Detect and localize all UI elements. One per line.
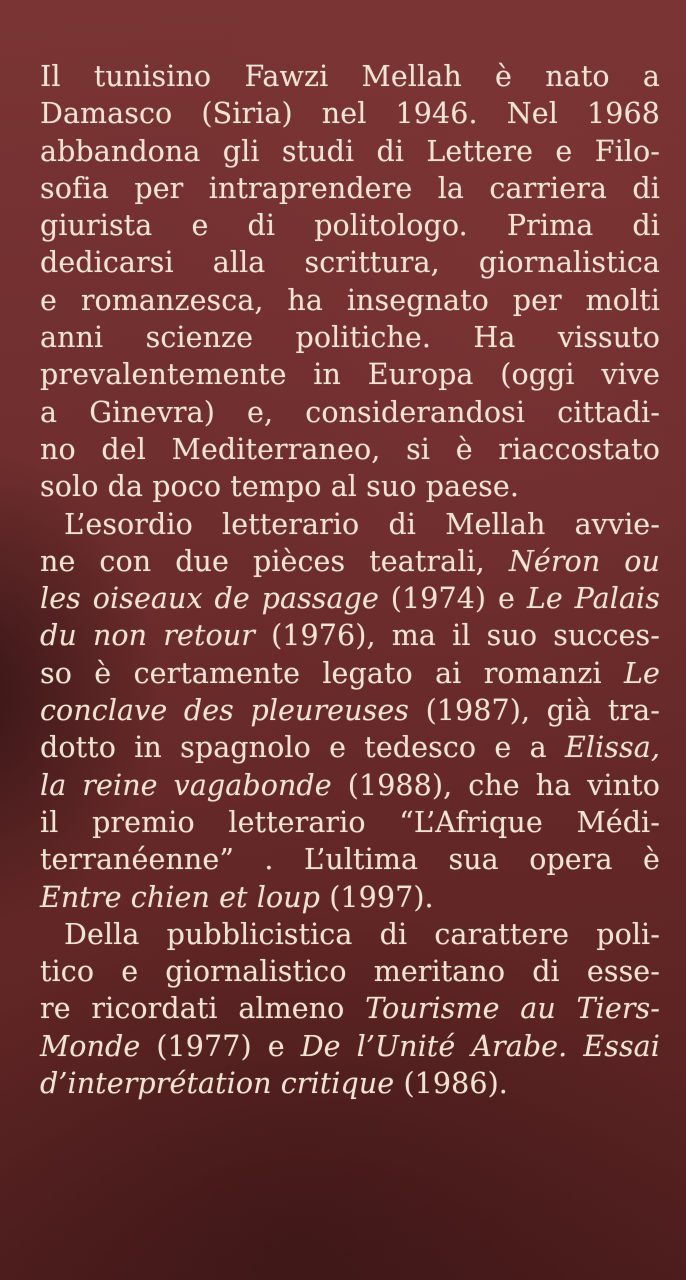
paragraph-1	[40, 58, 660, 506]
text-line	[40, 953, 660, 990]
text-line	[40, 1065, 660, 1102]
text-segment: il premio letterario “L’Afrique Médi-	[40, 805, 660, 839]
text-line	[40, 1028, 660, 1065]
italic-title-segment: d’interprétation critique	[40, 1067, 395, 1101]
italic-title-segment: De l’Unité Arabe. Essai	[300, 1029, 660, 1063]
italic-title-segment: Entre chien et loup	[40, 880, 321, 914]
author-biography-text	[40, 58, 660, 1102]
text-segment: Il tunisino Fawzi Mellah è nato a	[40, 60, 660, 93]
text-segment: abbandona gli studi di Lettere e Filo-	[40, 134, 660, 168]
text-segment: Della pubblicistica di carattere poli-	[64, 917, 660, 951]
italic-title-segment: Néron ou	[508, 544, 660, 578]
text-segment: so è certamente legato ai romanzi	[40, 656, 624, 690]
text-line	[40, 58, 660, 95]
text-segment: (1976), ma il suo succes-	[254, 619, 660, 653]
text-segment: anni scienze politiche. Ha vissuto	[40, 321, 660, 355]
text-line	[40, 95, 660, 132]
text-line	[40, 244, 660, 281]
text-line	[40, 580, 660, 617]
text-line	[40, 729, 660, 766]
text-line	[40, 617, 660, 654]
text-line	[40, 506, 660, 543]
text-line	[40, 841, 660, 878]
italic-title-segment: Monde	[40, 1029, 141, 1063]
text-segment: sofia per intraprendere la carriera di	[40, 171, 660, 205]
text-line	[40, 879, 660, 916]
text-line	[40, 319, 660, 356]
text-segment: e romanzesca, ha insegnato per molti	[40, 283, 660, 317]
italic-title-segment: Tourisme au Tiers-	[365, 992, 661, 1026]
text-segment: (1977) e	[140, 1029, 301, 1063]
text-segment: Damasco (Siria) nel 1946. Nel 1968	[40, 97, 660, 131]
italic-title-segment: les oiseaux de passage	[40, 582, 379, 616]
italic-title-segment: Elissa,	[564, 731, 660, 765]
text-segment: a Ginevra) e, considerandosi cittadi-	[40, 395, 660, 429]
text-line	[40, 394, 660, 431]
text-line	[40, 990, 660, 1027]
text-line	[40, 207, 660, 244]
text-segment: prevalentemente in Europa (oggi vive	[40, 358, 660, 392]
text-segment: terranéenne” . L’ultima sua opera è	[40, 843, 660, 877]
italic-title-segment: la reine vagabonde	[40, 768, 332, 802]
paragraph-3	[40, 916, 660, 1102]
italic-title-segment: Le Palais	[526, 582, 660, 616]
text-segment: tico e giornalistico meritano di esse-	[40, 955, 660, 989]
italic-title-segment: conclave des pleureuses	[40, 694, 410, 728]
text-segment: (1987), già tra-	[409, 694, 660, 728]
text-segment: giurista e di politologo. Prima di	[40, 209, 660, 243]
text-segment: (1997).	[320, 880, 434, 914]
text-segment: re ricordati almeno	[40, 992, 366, 1026]
text-line	[40, 468, 660, 505]
text-segment: ne con due pièces teatrali,	[40, 544, 509, 578]
text-segment: (1974) e	[378, 582, 527, 616]
text-line	[40, 431, 660, 468]
text-line	[40, 282, 660, 319]
text-line	[40, 655, 660, 692]
text-segment: L’esordio letterario di Mellah avvie-	[64, 507, 660, 541]
text-segment: (1988), che ha vinto	[331, 768, 660, 802]
italic-title-segment: Le	[624, 656, 660, 690]
text-line	[40, 692, 660, 729]
italic-title-segment: du non retour	[40, 619, 255, 653]
text-line	[40, 543, 660, 580]
text-segment: dedicarsi alla scrittura, giornalistica	[40, 246, 660, 280]
text-line	[40, 170, 660, 207]
text-line	[40, 133, 660, 170]
text-line	[40, 767, 660, 804]
text-segment: no del Mediterraneo, si è riaccostato	[40, 432, 660, 466]
text-segment: solo da poco tempo al suo paese.	[40, 470, 520, 504]
text-line	[40, 916, 660, 953]
paragraph-2	[40, 506, 660, 916]
text-line	[40, 356, 660, 393]
text-segment: (1986).	[394, 1067, 508, 1101]
text-segment: dotto in spagnolo e tedesco e a	[40, 731, 565, 765]
text-line	[40, 804, 660, 841]
